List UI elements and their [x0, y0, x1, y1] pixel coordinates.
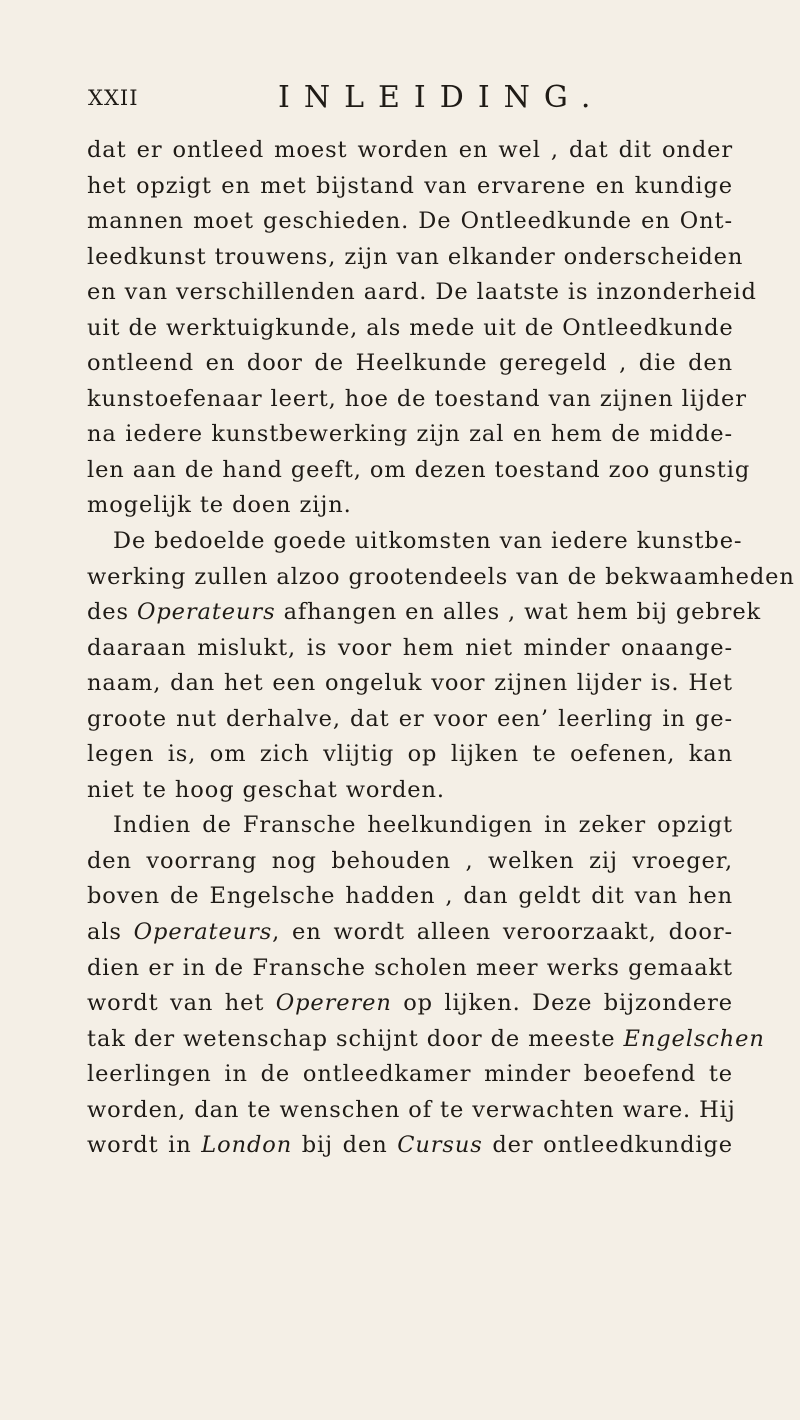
text-line	[87, 560, 795, 596]
text-span: niet te hoog geschat worden.	[87, 776, 445, 803]
body-text	[87, 133, 795, 1164]
text-span: werking zullen alzoo grootendeels van de bekwaamheden	[87, 563, 795, 590]
text-line	[87, 879, 733, 915]
text-line	[87, 666, 733, 702]
text-line	[87, 169, 733, 205]
text-span: , en wordt alleen veroorzaakt, door-	[272, 919, 733, 946]
text-span: des	[87, 599, 138, 626]
text-span: wordt in	[87, 1132, 202, 1159]
text-span: len aan de hand geeft, om dezen toestand zoo gunstig	[87, 456, 751, 483]
text-line	[87, 1022, 765, 1058]
text-span: Indien de Fransche heelkundigen in zeker opzigt	[113, 812, 733, 839]
text-line	[87, 773, 733, 809]
text-span: tak der wetenschap schijnt door de meeste	[87, 1025, 624, 1052]
text-line	[87, 417, 733, 453]
text-span: als	[87, 919, 134, 946]
text-span: het opzigt en met bijstand van ervarene en kundige	[87, 172, 733, 199]
running-head: INLEIDING.	[278, 80, 605, 115]
text-line	[87, 204, 733, 240]
text-line	[87, 346, 733, 382]
text-span: afhangen en alles , wat hem bij gebrek	[275, 599, 762, 626]
page-header	[0, 80, 800, 120]
text-line	[87, 951, 733, 987]
text-span: dien er in de Fransche scholen meer werks gemaakt	[87, 954, 733, 981]
text-span: De bedoelde goede uitkomsten van iedere kunstbe-	[113, 528, 743, 555]
text-span: den voorrang nog behouden , welken zij vroeger,	[87, 847, 733, 874]
text-line	[87, 382, 747, 418]
italic-term: Cursus	[397, 1132, 483, 1159]
text-line	[87, 133, 733, 169]
text-span: en van verschillenden aard. De laatste is inzonderheid	[87, 279, 757, 306]
text-line	[87, 524, 743, 560]
text-span: dat er ontleed moest worden en wel , dat dit onder	[87, 137, 733, 163]
text-span: worden, dan te wenschen of te verwachten ware. Hij	[87, 1096, 736, 1123]
italic-term: Engelschen	[623, 1025, 765, 1052]
text-line	[87, 808, 733, 844]
text-line	[87, 311, 733, 347]
text-span: legen is, om zich vlijtig op lijken te oefenen, kan	[87, 741, 733, 768]
text-span: uit de werktuigkunde, als mede uit de Ontleedkunde	[87, 314, 734, 341]
text-line	[87, 488, 733, 524]
page-number: XXII	[88, 86, 139, 110]
text-line	[87, 915, 733, 951]
text-span: der ontleedkundige	[482, 1132, 733, 1159]
text-span: mannen moet geschieden. De Ontleedkunde en Ont-	[87, 208, 733, 235]
text-line	[87, 702, 733, 738]
text-span: kunstoefenaar leert, hoe de toestand van zijnen lijder	[87, 385, 747, 412]
text-span: naam, dan het een ongeluk voor zijnen lijder is. Het	[87, 670, 733, 697]
text-line	[87, 595, 762, 631]
text-span: bij den	[292, 1132, 398, 1159]
italic-term: Operateurs	[137, 599, 276, 626]
text-span: mogelijk te doen zijn.	[87, 492, 352, 519]
italic-term: Opereren	[275, 990, 392, 1017]
text-line	[87, 453, 751, 489]
text-span: op lijken. Deze bijzondere	[391, 990, 733, 1017]
text-line	[87, 1128, 733, 1164]
text-span: leerlingen in de ontleedkamer minder beoefend te	[87, 1061, 733, 1088]
text-span: groote nut derhalve, dat er voor een’ leerling in ge-	[87, 705, 733, 732]
text-span: daaraan mislukt, is voor hem niet minder onaange-	[87, 634, 733, 661]
text-span: boven de Engelsche hadden , dan geldt dit van hen	[87, 883, 733, 910]
text-line	[87, 240, 744, 276]
text-span: leedkunst trouwens, zijn van elkander onderscheiden	[87, 243, 744, 270]
italic-term: Operateurs	[133, 919, 273, 946]
text-line	[87, 1057, 733, 1093]
text-line	[87, 1093, 736, 1129]
text-span: ontleend en door de Heelkunde geregeld , die den	[87, 350, 733, 377]
text-line	[87, 986, 733, 1022]
text-span: na iedere kunstbewerking zijn zal en hem de midde-	[87, 421, 733, 448]
text-line	[87, 844, 733, 880]
text-line	[87, 275, 757, 311]
text-span: wordt van het	[87, 990, 276, 1017]
text-line	[87, 631, 733, 667]
text-line	[87, 737, 733, 773]
italic-term: London	[201, 1132, 293, 1159]
